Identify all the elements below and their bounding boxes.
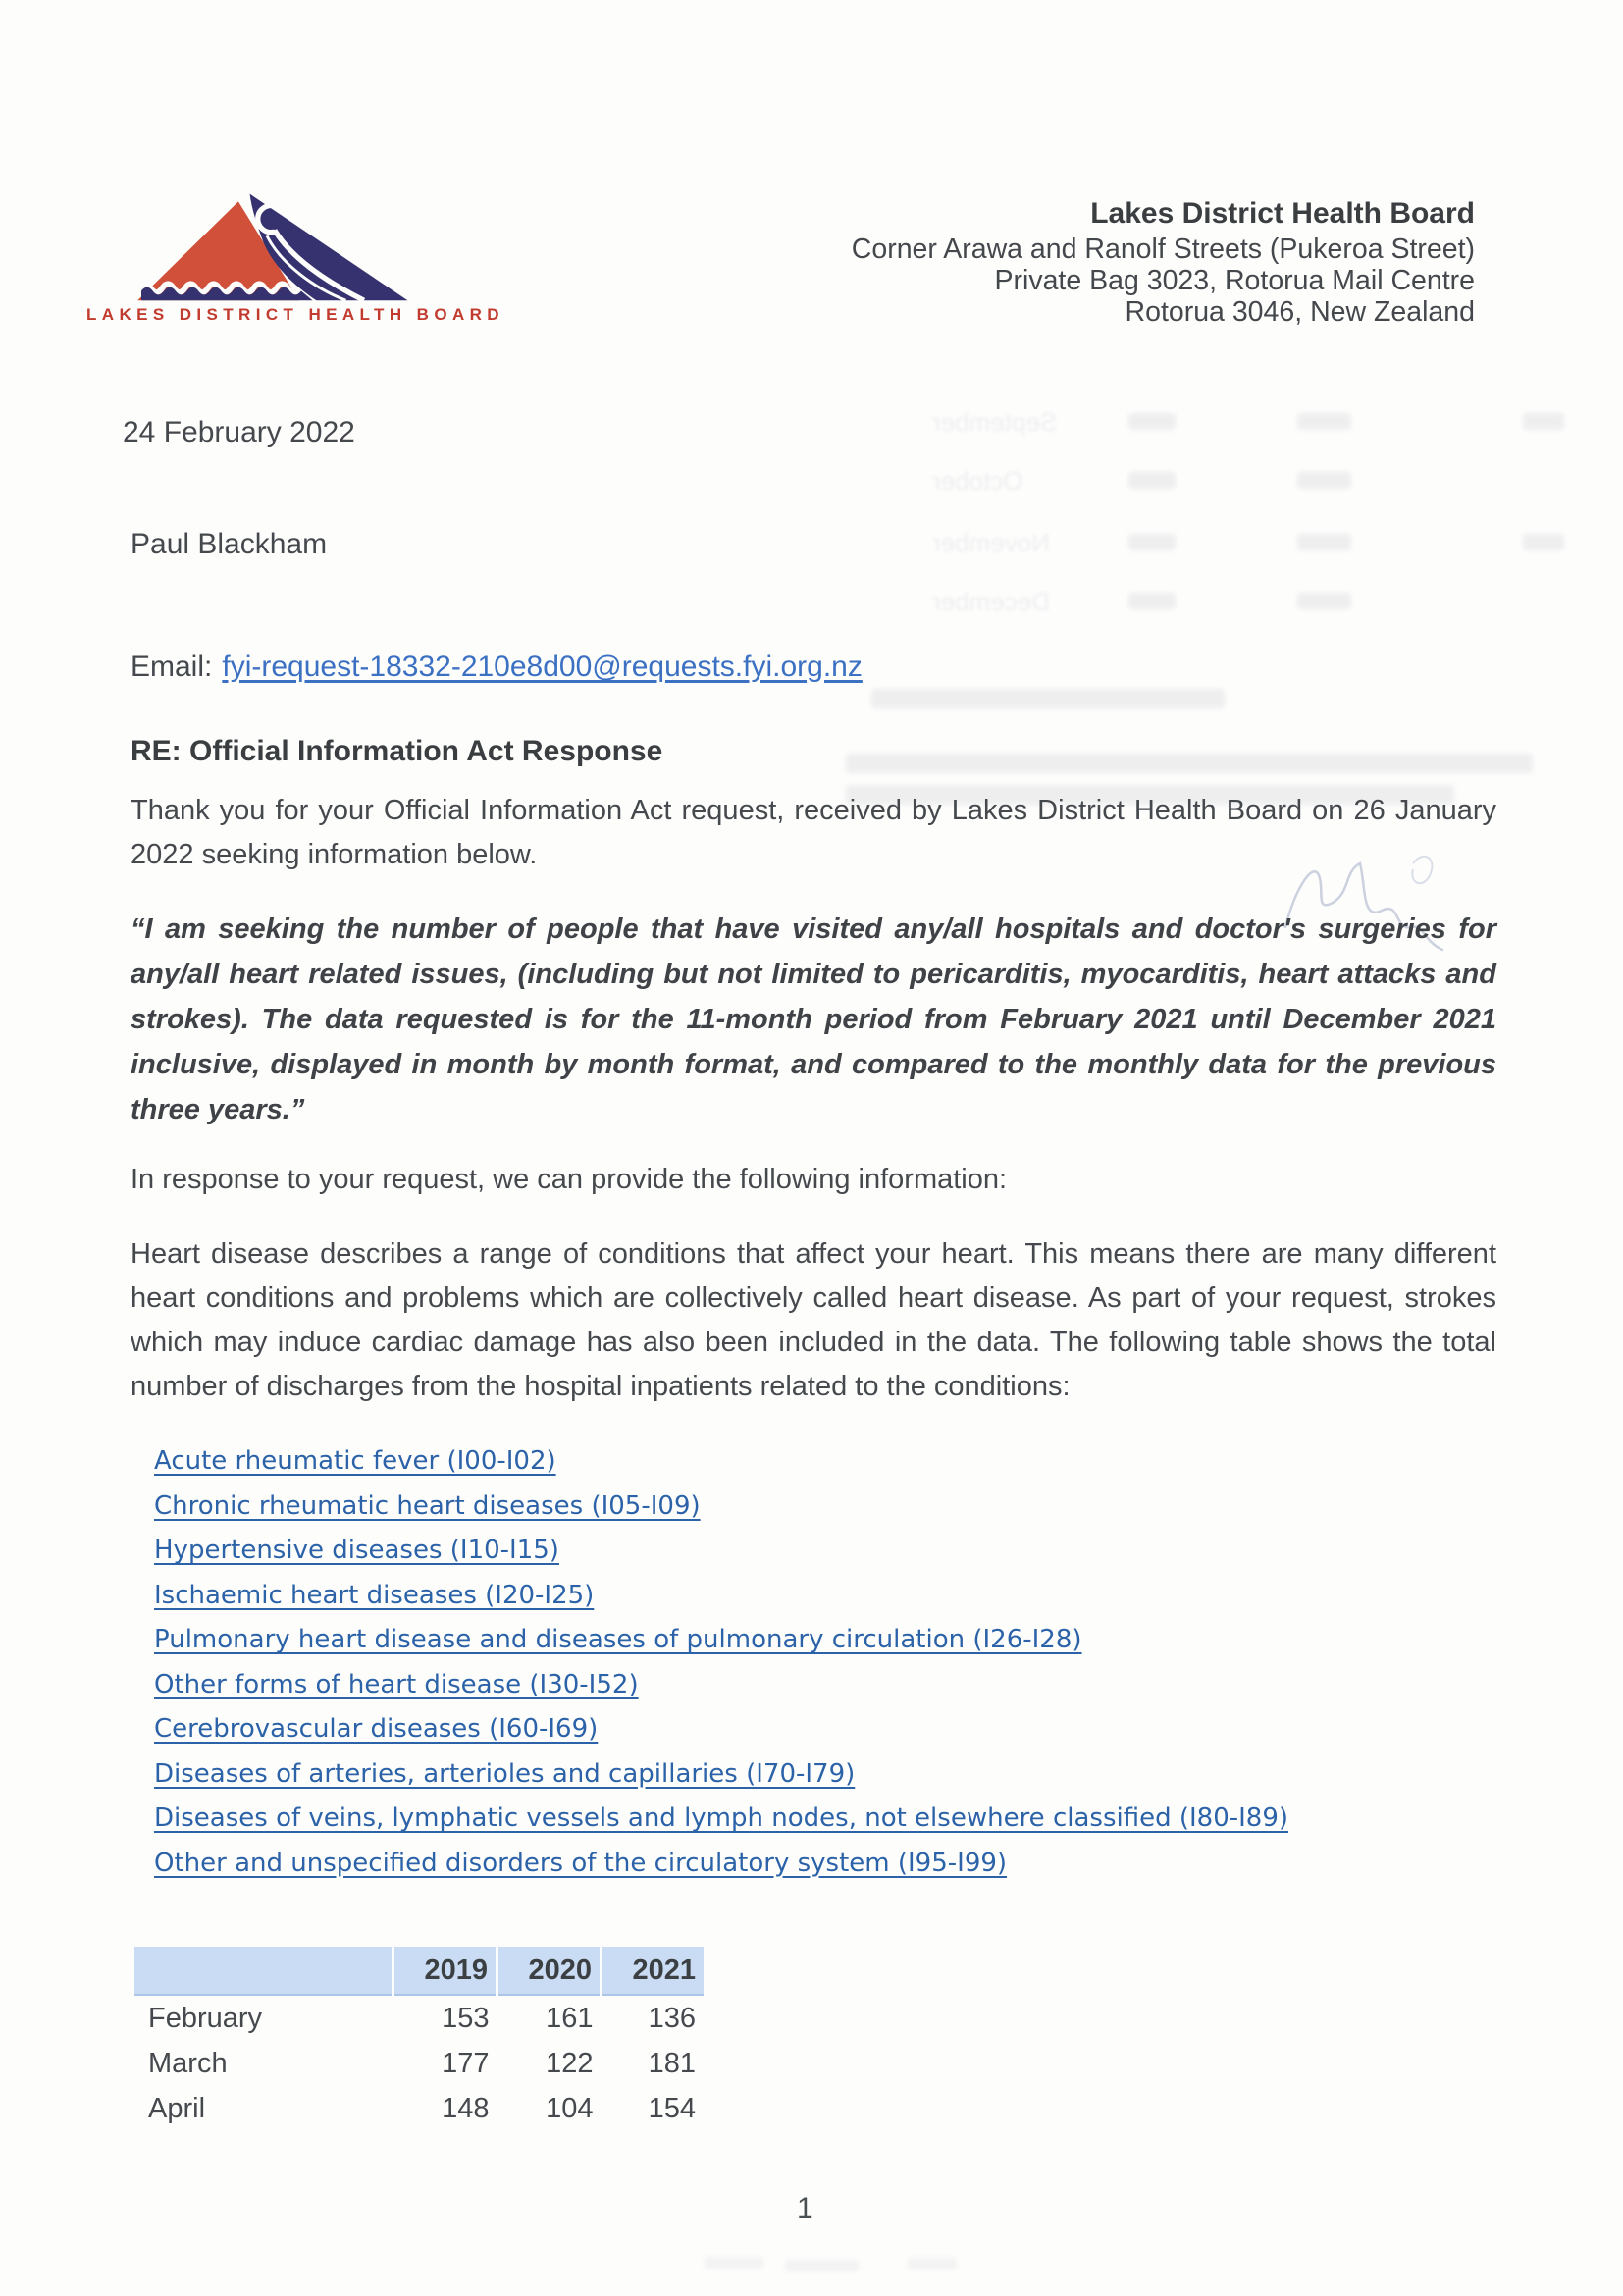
value-cell: 154 bbox=[648, 2092, 696, 2124]
address-line: Private Bag 3023, Rotorua Mail Centre bbox=[994, 265, 1475, 296]
bleedthrough-text-smudge bbox=[846, 754, 1533, 773]
paragraph-heart-disease: Heart disease describes a range of conditions that affect your heart. This means there are many different heart conditions and problems which are collectively called heart disease. As part of your request, strokes which may induce cardiac damage has also been included in the data. The following table shows the total number of discharges from the hospital inpatients related to the conditions: bbox=[131, 1238, 1496, 1402]
logo-wordmark: LAKES DISTRICT HEALTH BOARD bbox=[86, 305, 504, 324]
table-header-2021: 2021 bbox=[602, 1947, 705, 1995]
month-cell: March bbox=[148, 2047, 228, 2079]
bleedthrough-number-smudge bbox=[1128, 534, 1176, 550]
condition-link-other-heart-disease[interactable]: Other forms of heart disease (I30-I52) bbox=[154, 1669, 639, 1699]
bleedthrough-number-smudge bbox=[1297, 472, 1351, 489]
lakes-dhb-logo bbox=[124, 183, 410, 308]
bleedthrough-number-smudge bbox=[1128, 593, 1176, 609]
paragraph-intro: Thank you for your Official Information Act request, received by Lakes District Health Board on 26 January 2022 seeking information below. bbox=[131, 795, 1496, 870]
value-cell: 122 bbox=[546, 2047, 594, 2079]
value-cell: 104 bbox=[546, 2092, 594, 2124]
condition-link-veins-lymphatic[interactable]: Diseases of veins, lymphatic vessels and lymph nodes, not elsewhere classified (I80-I89) bbox=[154, 1803, 1289, 1833]
org-name: Lakes District Health Board bbox=[1090, 197, 1475, 230]
bleedthrough-number-smudge bbox=[1297, 534, 1351, 550]
bleedthrough-row bbox=[932, 528, 1599, 587]
bleedthrough-row bbox=[932, 466, 1599, 525]
condition-link-ischaemic[interactable]: Ischaemic heart diseases (I20-I25) bbox=[154, 1580, 595, 1610]
table-header-row bbox=[134, 1947, 704, 1995]
paragraph-request-quote: “I am seeking the number of people that have visited any/all hospitals and doctor's surgeries for any/all heart related issues, (including but not limited to pericarditis, myocarditis, heart attacks and strokes). The data requested is for the 11-month period from February 2021 until December 2021 inclusive, displayed in month by month format, and compared to the monthly data for the previous three years.” bbox=[131, 913, 1496, 1125]
bleedthrough-text-smudge bbox=[785, 2260, 859, 2271]
bleedthrough-month: September bbox=[932, 407, 1058, 437]
bleedthrough-number-smudge bbox=[1523, 413, 1564, 430]
table-header-blank bbox=[134, 1947, 393, 1995]
discharge-table bbox=[134, 1947, 704, 2131]
condition-link-arteries[interactable]: Diseases of arteries, arterioles and capillaries (I70-I79) bbox=[154, 1758, 856, 1789]
value-cell: 153 bbox=[442, 2002, 490, 2034]
subject-line: RE: Official Information Act Response bbox=[131, 735, 663, 767]
bleedthrough-month: October bbox=[932, 466, 1023, 496]
recipient-name: Paul Blackham bbox=[131, 528, 328, 560]
paragraph-response: In response to your request, we can provide the following information: bbox=[131, 1164, 1008, 1195]
table-header-2019: 2019 bbox=[393, 1947, 497, 1995]
bleedthrough-text-smudge bbox=[705, 2257, 763, 2269]
month-cell: February bbox=[148, 2002, 263, 2034]
condition-link-hypertensive[interactable]: Hypertensive diseases (I10-I15) bbox=[154, 1536, 559, 1565]
table-header-2020: 2020 bbox=[497, 1947, 602, 1995]
condition-link-pulmonary[interactable]: Pulmonary heart disease and diseases of pulmonary circulation (I26-I28) bbox=[154, 1625, 1082, 1654]
email-link[interactable]: fyi-request-18332-210e8d00@requests.fyi.org.nz bbox=[222, 651, 863, 683]
email-label: Email: bbox=[131, 651, 213, 683]
condition-link-chronic-rheumatic[interactable]: Chronic rheumatic heart diseases (I05-I09) bbox=[154, 1490, 701, 1521]
value-cell: 161 bbox=[546, 2002, 594, 2034]
bleedthrough-text-smudge bbox=[908, 2258, 957, 2270]
bleedthrough-month: November bbox=[932, 528, 1050, 557]
bleedthrough-row bbox=[932, 587, 1599, 646]
value-cell: 136 bbox=[648, 2002, 696, 2034]
page-number: 1 bbox=[797, 2192, 813, 2224]
table-row bbox=[134, 2086, 704, 2131]
bleedthrough-number-smudge bbox=[1523, 534, 1564, 550]
address-line: Rotorua 3046, New Zealand bbox=[1125, 296, 1475, 328]
bleedthrough-number-smudge bbox=[1128, 472, 1176, 489]
condition-link-unspecified-circulatory[interactable]: Other and unspecified disorders of the circulatory system (I95-I99) bbox=[154, 1848, 1008, 1878]
bleedthrough-month: December bbox=[932, 587, 1050, 616]
email-line bbox=[131, 651, 863, 684]
condition-link-cerebrovascular[interactable]: Cerebrovascular diseases (I60-I69) bbox=[154, 1714, 599, 1744]
letter-date: 24 February 2022 bbox=[123, 416, 355, 448]
table-row bbox=[134, 1995, 704, 2041]
table-row bbox=[134, 2041, 704, 2086]
conditions-list bbox=[154, 1445, 1288, 1892]
month-cell: April bbox=[148, 2092, 206, 2124]
condition-link-acute-rheumatic-fever[interactable]: Acute rheumatic fever (I00-I02) bbox=[154, 1446, 556, 1476]
value-cell: 181 bbox=[648, 2047, 696, 2079]
bleedthrough-number-smudge bbox=[1297, 413, 1351, 430]
bleedthrough-row bbox=[932, 407, 1599, 466]
bleedthrough-number-smudge bbox=[1297, 593, 1351, 609]
value-cell: 177 bbox=[442, 2047, 490, 2079]
bleedthrough-text-smudge bbox=[871, 689, 1225, 708]
value-cell: 148 bbox=[442, 2092, 490, 2124]
letterhead-address-block bbox=[852, 194, 1475, 328]
address-line: Corner Arawa and Ranolf Streets (Pukeroa Street) bbox=[851, 234, 1475, 265]
bleedthrough-number-smudge bbox=[1128, 413, 1176, 430]
